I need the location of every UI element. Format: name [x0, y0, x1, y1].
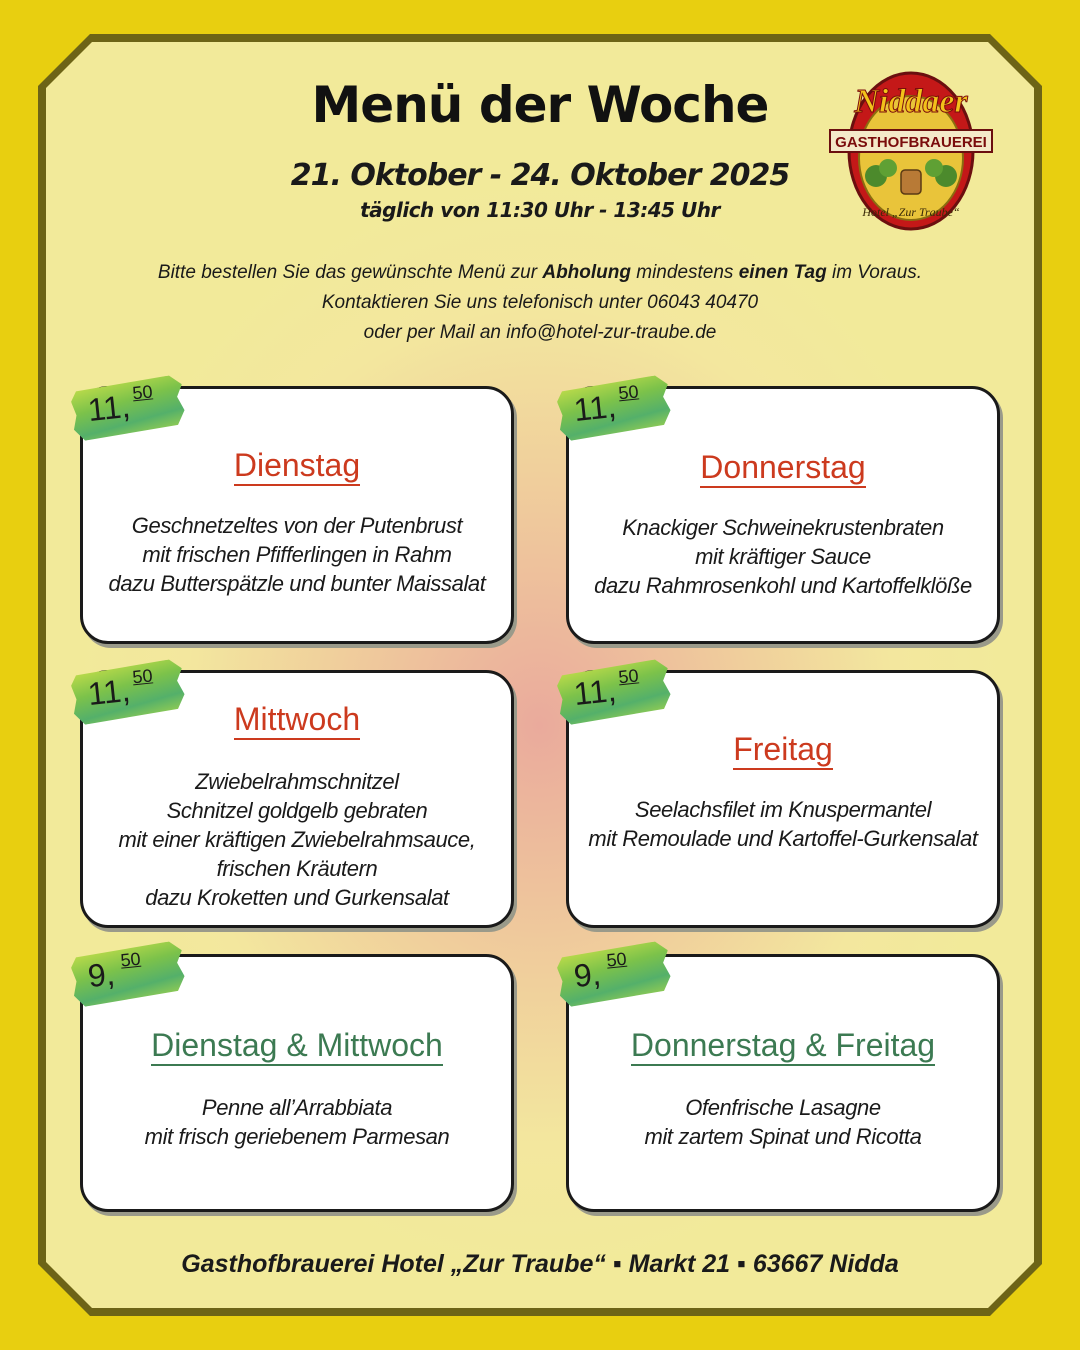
price-whole: 11, — [572, 671, 618, 713]
logo-brand: Niddaer — [854, 83, 968, 120]
price-whole: 11, — [86, 671, 132, 713]
price-tag — [555, 374, 672, 441]
opening-hours: täglich von 11:30 Uhr - 13:45 Uhr — [360, 198, 720, 222]
price-cents: 50 — [617, 381, 640, 404]
price-tag — [555, 658, 672, 725]
menu-dish: Penne all’Arrabbiata mit frisch geriebenem Parmesan — [144, 1095, 450, 1149]
menu-dish: Zwiebelrahmschnitzel Schnitzel goldgelb gebraten mit einer kräftigen Zwiebelrahmsauce, frischen Kräutern dazu Kroketten und Gurkensalat — [118, 769, 476, 910]
price-whole: 9, — [86, 955, 117, 995]
menu-dish: Ofenfrische Lasagne mit zartem Spinat und Ricotta — [644, 1095, 922, 1149]
order-info — [0, 258, 1080, 348]
order-info-phone: Kontaktieren Sie uns telefonisch unter 06043 40470 — [321, 292, 759, 313]
logo-hotel: Hotel „Zur Traube“ — [862, 205, 960, 219]
price-cents: 50 — [605, 948, 628, 971]
menu-dish: Knackiger Schweinekrustenbraten mit kräftiger Sauce dazu Rahmrosenkohl und Kartoffelklöße — [594, 515, 972, 598]
price-whole: 9, — [572, 955, 603, 995]
price-whole: 11, — [572, 387, 618, 429]
menu-day: Dienstag — [83, 447, 511, 484]
price-tag — [555, 940, 672, 1007]
logo-subtitle: GASTHOFBRAUEREI — [835, 134, 987, 151]
order-info-email: oder per Mail an info@hotel-zur-traube.de — [363, 322, 717, 343]
footer-address: Gasthofbrauerei Hotel „Zur Traube“ ▪ Markt 21 ▪ 63667 Nidda — [181, 1250, 899, 1278]
price-cents: 50 — [131, 381, 154, 404]
price-tag — [69, 940, 186, 1007]
menu-day: Dienstag & Mittwoch — [83, 1027, 511, 1064]
menu-day: Mittwoch — [83, 701, 511, 738]
date-range: 21. Oktober - 24. Oktober 2025 — [290, 158, 790, 193]
price-cents: 50 — [131, 665, 154, 688]
order-info-line1: Bitte bestellen Sie das gewünschte Menü zur Abholung mindestens einen Tag im Voraus. — [157, 262, 923, 283]
menu-dish: Seelachsfilet im Knuspermantel mit Remoulade und Kartoffel-Gurkensalat — [588, 797, 978, 851]
hops-kettle-logo — [828, 68, 994, 234]
menu-day: Donnerstag & Freitag — [569, 1027, 997, 1064]
price-tag — [69, 374, 186, 441]
price-cents: 50 — [617, 665, 640, 688]
page-title: Menü der Woche — [311, 76, 769, 134]
price-tag — [69, 658, 186, 725]
price-whole: 11, — [86, 387, 132, 429]
menu-day: Donnerstag — [569, 449, 997, 486]
menu-dish: Geschnetzeltes von der Putenbrust mit frischen Pfifferlingen in Rahm dazu Butterspätzle und bunter Maissalat — [108, 513, 486, 596]
price-cents: 50 — [119, 948, 142, 971]
menu-day: Freitag — [569, 731, 997, 768]
